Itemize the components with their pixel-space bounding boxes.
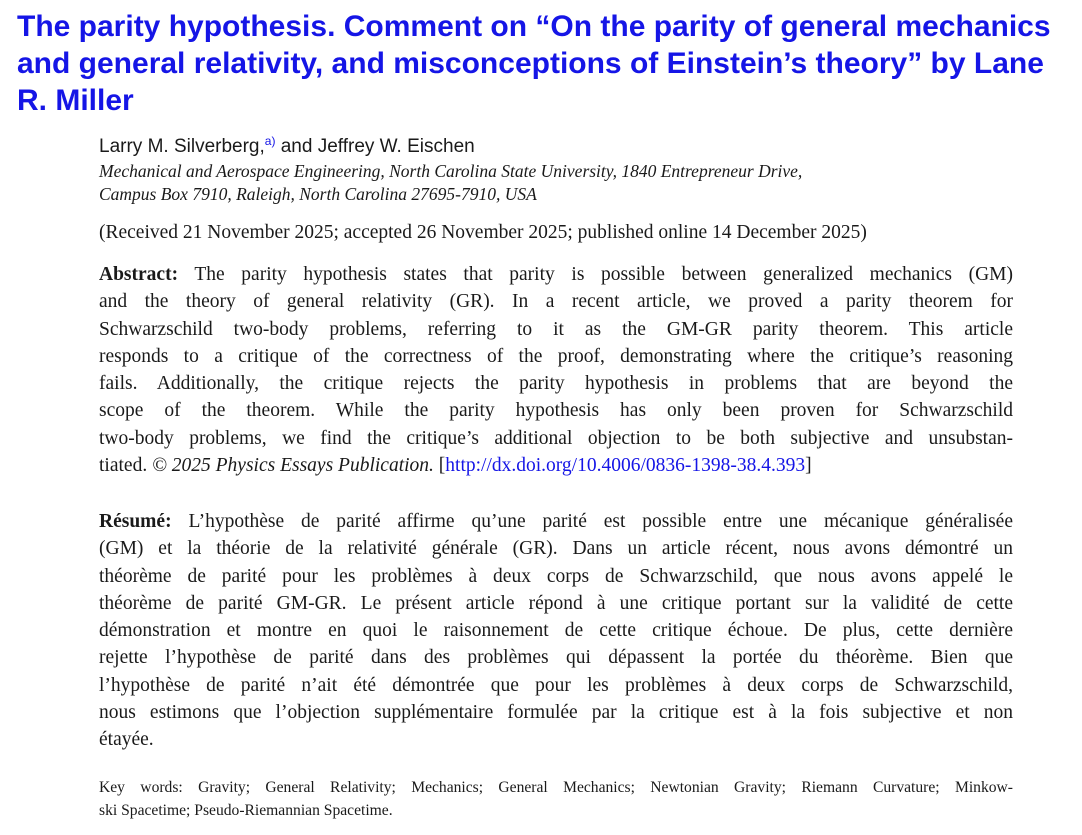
affiliation-line-1: Mechanical and Aerospace Engineering, North Carolina State University, 1840 Entrepreneur Drive,	[99, 161, 803, 181]
doi-bracket-close: ]	[805, 455, 812, 477]
abstract-line: fails. Additionally, the critique rejects the parity hypothesis in problems that are beyond the	[99, 373, 1013, 395]
keywords	[99, 776, 1013, 822]
abstract-label: Abstract:	[99, 264, 179, 285]
resume	[99, 508, 1013, 754]
resume-line: l’hypothèse de parité n’ait été démontrée que pour les problèmes à deux corps de Schwarzschild,	[99, 674, 1013, 696]
article-title: The parity hypothesis. Comment on “On the parity of general mechanics and general relativity, and misconceptions of Einstein’s theory” by Lane R. Miller	[17, 10, 1051, 117]
resume-line: rejette l’hypothèse de parité dans des problèmes qui dépassent la portée du théorème. Bien que	[99, 647, 1013, 669]
resume-label: Résumé:	[99, 511, 172, 532]
publication-credit: © 2025 Physics Essays Publication.	[152, 455, 434, 477]
resume-line: nous estimons que l’objection supplémentaire formulée par la critique est à la fois subjective et non	[99, 702, 1013, 724]
resume-line	[99, 508, 1013, 535]
abstract-line: two-body problems, we find the critique’s additional objection to be both subjective and unsubstan-	[99, 427, 1013, 449]
author-footnote-link[interactable]: a)	[264, 134, 276, 148]
abstract-line	[99, 261, 1013, 288]
resume-line: théorème de parité pour les problèmes à deux corps de Schwarzschild, que nous avons appelé le	[99, 565, 1013, 587]
author-line	[99, 135, 475, 159]
abstract	[99, 261, 1013, 479]
resume-line: démonstration et montre en quoi le raisonnement de cette critique échoue. De plus, cette dernière	[99, 620, 1013, 642]
abstract-line: Schwarzschild two-body problems, referring to it as the GM-GR parity theorem. This article	[99, 318, 1013, 340]
resume-line: (GM) et la théorie de la relativité générale (GR). Dans un article récent, nous avons démontré un	[99, 538, 1013, 560]
abstract-line: responds to a critique of the correctness of the proof, demonstrating where the critique’s reasoning	[99, 345, 1013, 367]
resume-line-text: L’hypothèse de parité affirme qu’une parité est possible entre une mécanique généralisée	[171, 511, 1013, 532]
abstract-last-text: tiated.	[99, 455, 153, 477]
resume-line: étayée.	[99, 729, 154, 751]
author-silverberg: Larry M. Silverberg,	[99, 136, 265, 157]
abstract-line: scope of the theorem. While the parity hypothesis has only been proven for Schwarzschild	[99, 400, 1013, 422]
abstract-line: and the theory of general relativity (GR). In a recent article, we proved a parity theorem for	[99, 291, 1013, 313]
affiliation-line-2: Campus Box 7910, Raleigh, North Carolina 27695-7910, USA	[99, 184, 537, 204]
doi-bracket-open: [	[433, 455, 446, 477]
keywords-line-1: Key words: Gravity; General Relativity; Mechanics; General Mechanics; Newtonian Gravity; Riemann Curvature; Minkow-	[99, 779, 1013, 796]
resume-line: théorème de parité GM-GR. Le présent article répond à une critique portant sur la validité de cette	[99, 592, 1013, 614]
abstract-line	[99, 452, 1013, 479]
publication-dates: (Received 21 November 2025; accepted 26 November 2025; published online 14 December 2025)	[99, 222, 867, 243]
abstract-line-text: The parity hypothesis states that parity is possible between generalized mechanics (GM)	[178, 264, 1013, 285]
keywords-line-2: ski Spacetime; Pseudo-Riemannian Spacetime.	[99, 802, 393, 819]
affiliation	[99, 160, 999, 206]
doi-link[interactable]: http://dx.doi.org/10.4006/0836-1398-38.4.393	[445, 455, 806, 477]
author-eischen: and Jeffrey W. Eischen	[275, 136, 475, 157]
